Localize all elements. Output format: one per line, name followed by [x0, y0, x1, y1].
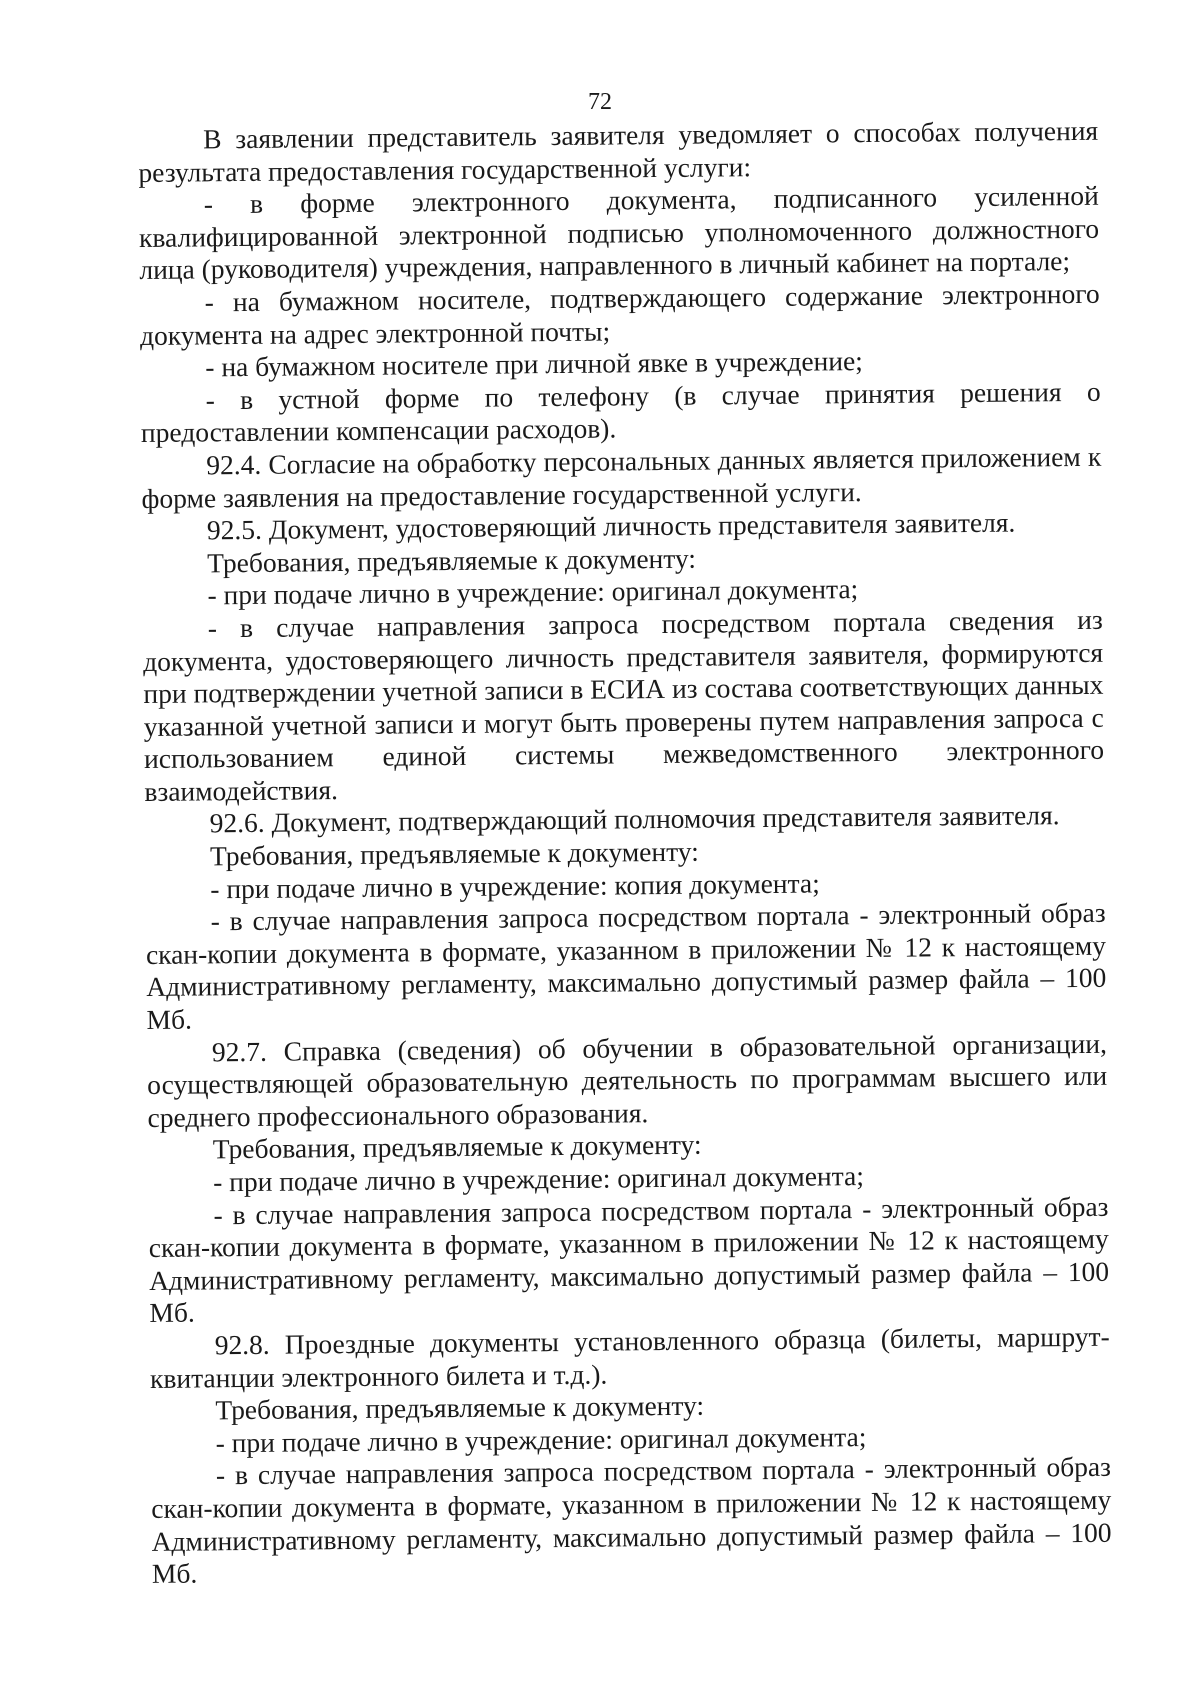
clause-92-7: 92.7. Справка (сведения) об обучении в образовательной организации, осуществляющей образовательную деятельность по программам высшего или среднего профессионального образования.: [147, 1027, 1108, 1133]
list-item-oral-by-phone: - в устной форме по телефону (в случае принятия решения о предоставлении компенсации расходов).: [140, 375, 1101, 449]
requirements-heading: Требования, предъявляемые к документу:: [209, 835, 699, 872]
page-number: 72: [588, 89, 612, 115]
list-item-in-person-copy: - при подаче лично в учреждение: копия документа;: [210, 867, 820, 904]
list-item-portal-scan: - в случае направления запроса посредством портала - электронный образ скан-копии документа в формате, указанном в приложении № 12 к настоящему Административному регламенту, максимально допустимый размер файла – 100 Мб.: [151, 1451, 1112, 1590]
requirements-heading: Требования, предъявляемые к документу:: [207, 542, 697, 579]
list-item-portal-esia: - в случае направления запроса посредством портала сведения из документа, удостоверяющего личность представителя заявителя, формируются при подтверждении учетной записи в ЕСИА из состава соответствующих данных указанной учетной записи и могут быть проверены путем направления запроса с использованием единой системы межведомственного электронного взаимодействия.: [143, 603, 1105, 807]
list-item-portal-scan: - в случае направления запроса посредством портала - электронный образ скан-копии документа в формате, указанном в приложении № 12 к настоящему Административному регламенту, максимально допустимый размер файла – 100 Мб.: [145, 896, 1107, 1035]
list-item-in-person-original: - при подаче лично в учреждение: оригинал документа;: [215, 1420, 867, 1459]
requirements-heading: Требования, предъявляемые к документу:: [215, 1389, 705, 1426]
list-item-paper-by-email: - на бумажном носителе, подтверждающего содержание электронного документа на адрес электронной почты;: [139, 277, 1100, 351]
list-item-electronic-document: - в форме электронного документа, подписанного усиленной квалифицированной электронной подписью уполномоченного должностного лица (руководителя) учреждения, направленного в личный кабинет на портале;: [138, 179, 1100, 286]
list-item-in-person-original: - при подаче лично в учреждение: оригинал документа;: [213, 1160, 865, 1198]
requirements-heading: Требования, предъявляемые к документу:: [212, 1129, 702, 1165]
list-item-portal-scan: - в случае направления запроса посредством портала - электронный образ скан-копии документа в формате, указанном в приложении № 12 к настоящему Административному регламенту, максимально допустимый размер файла – 100 Мб.: [148, 1190, 1110, 1329]
clause-92-6: 92.6. Документ, подтверждающий полномочия представителя заявителя.: [209, 799, 1060, 839]
clause-92-5: 92.5. Документ, удостоверяющий личность представителя заявителя.: [206, 506, 1016, 546]
list-item-paper-in-person: - на бумажном носителе при личной явке в учреждение;: [205, 345, 864, 383]
document-body: [138, 115, 1112, 1591]
clause-92-8: 92.8. Проездные документы установленного образца (билеты, маршрут-квитанции электронного билета и т.д.).: [149, 1320, 1110, 1394]
clause-92-4: 92.4. Согласие на обработку персональных данных является приложением к форме заявления на предоставление государственной услуги.: [141, 440, 1102, 514]
paragraph-notification-methods: В заявлении представитель заявителя уведомляет о способах получения результата предоставления государственной услуги:: [138, 114, 1099, 188]
list-item-in-person-original: - при подаче лично в учреждение: оригинал документа;: [207, 573, 859, 611]
